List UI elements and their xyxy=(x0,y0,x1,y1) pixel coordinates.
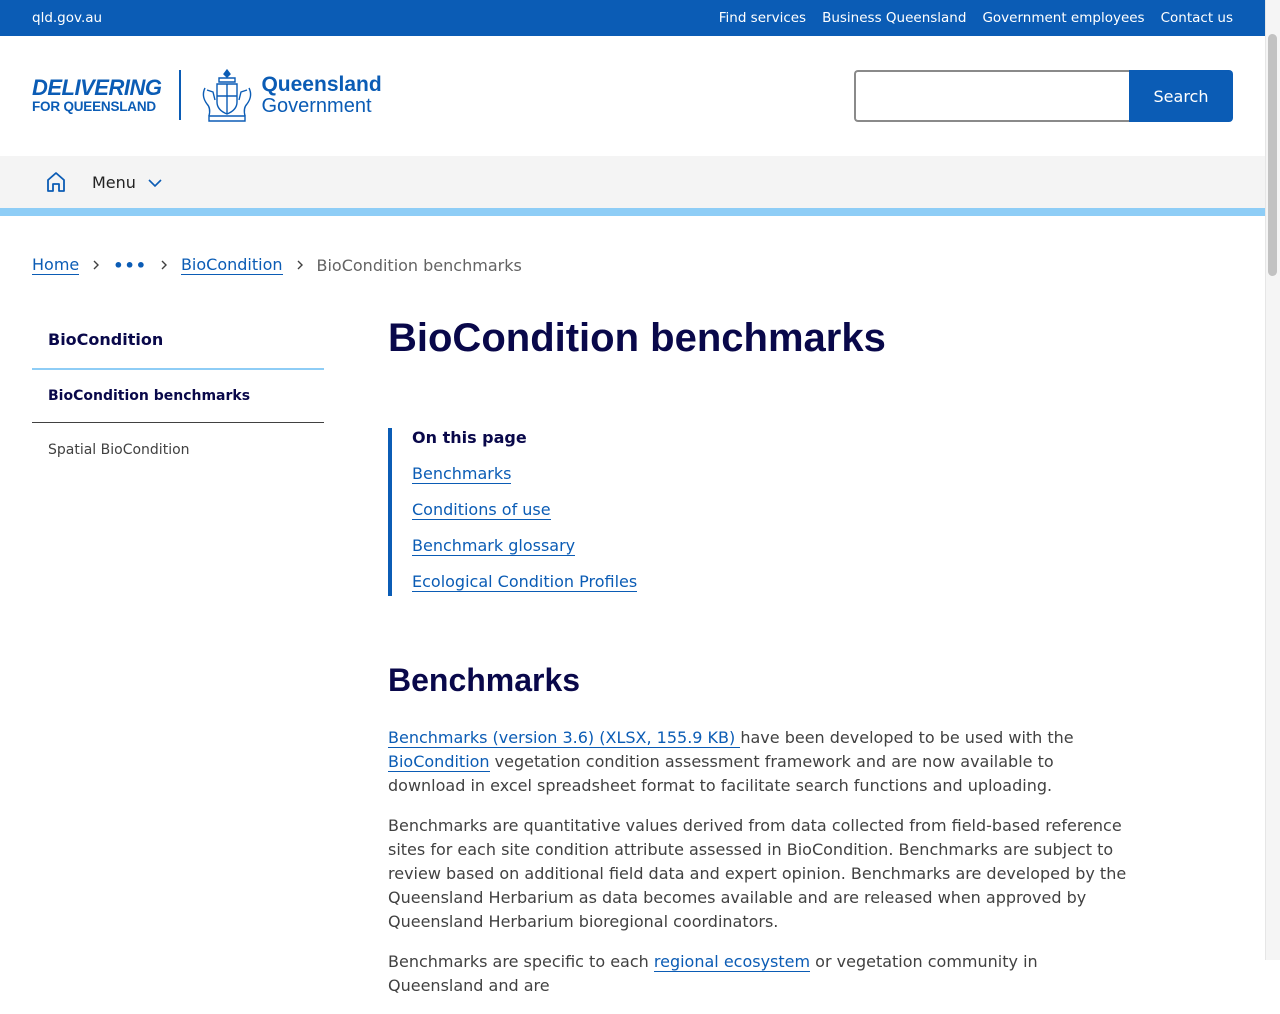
on-page-link-conditions-of-use[interactable]: Conditions of use xyxy=(412,500,551,519)
page-title: BioCondition benchmarks xyxy=(388,316,886,360)
main-nav xyxy=(0,156,1265,208)
body-text xyxy=(388,726,1128,1014)
biocondition-link[interactable]: BioCondition xyxy=(388,752,490,771)
breadcrumb xyxy=(32,255,522,275)
on-page-link-ecological-condition-profiles[interactable]: Ecological Condition Profiles xyxy=(412,572,638,591)
regional-ecosystem-link[interactable]: regional ecosystem xyxy=(653,952,811,971)
utility-bar xyxy=(0,0,1265,36)
menu-button[interactable] xyxy=(92,173,162,192)
paragraph: Benchmarks are quantitative values derived from data collected from field-based reference sites for each site condition attribute assessed in BioCondition. Benchmarks are subject to review based on additional field data and expert opinion. Benchmarks are developed by the Queensland Herbarium as data becomes available and are released when approved by Queensland Herbarium bioregional coordinators. xyxy=(388,816,1127,931)
on-page-link-benchmarks[interactable]: Benchmarks xyxy=(412,464,512,483)
chevron-down-icon xyxy=(148,179,162,187)
paragraph: Benchmarks are specific to each regional ecosystem or vegetation community in Queensland and are xyxy=(388,952,1038,995)
on-this-page-title: On this page xyxy=(412,428,527,447)
government-employees-link[interactable]: Government employees xyxy=(982,10,1145,26)
search-input[interactable] xyxy=(854,70,1129,122)
contact-us-link[interactable]: Contact us xyxy=(1160,10,1233,26)
delivering-logo: DELIVERING FOR QUEENSLAND xyxy=(32,74,162,114)
main-content xyxy=(388,312,1128,995)
breadcrumb-ellipsis[interactable]: ••• xyxy=(113,255,147,275)
home-icon[interactable] xyxy=(45,171,67,193)
nav-accent-bar xyxy=(0,208,1265,216)
breadcrumb-current: BioCondition benchmarks xyxy=(316,255,522,275)
chevron-right-icon xyxy=(295,260,305,270)
brand-logo[interactable] xyxy=(32,66,382,124)
section-heading-benchmarks: Benchmarks xyxy=(388,662,581,698)
section-nav xyxy=(32,312,324,476)
site-link[interactable]: qld.gov.au xyxy=(32,10,103,26)
on-this-page xyxy=(388,428,637,596)
on-page-link-benchmark-glossary[interactable]: Benchmark glossary xyxy=(412,536,576,555)
find-services-link[interactable]: Find services xyxy=(718,10,807,26)
section-nav-item-biocondition-benchmarks[interactable]: BioCondition benchmarks xyxy=(32,370,324,423)
coat-of-arms-icon xyxy=(197,66,257,124)
chevron-right-icon xyxy=(91,260,101,270)
menu-label: Menu xyxy=(92,173,136,192)
benchmarks-download-link[interactable]: Benchmarks (version 3.6) (XLSX, 155.9 KB) xyxy=(388,728,741,747)
search-button[interactable]: Search xyxy=(1129,70,1233,122)
utility-links xyxy=(719,10,1233,26)
chevron-right-icon xyxy=(159,260,169,270)
queensland-government-wordmark: Queensland Government xyxy=(261,73,382,117)
business-queensland-link[interactable]: Business Queensland xyxy=(822,10,967,26)
section-nav-item-spatial-biocondition[interactable]: Spatial BioCondition xyxy=(48,441,190,458)
scrollbar-thumb[interactable] xyxy=(1268,34,1277,276)
section-nav-heading[interactable]: BioCondition xyxy=(32,312,324,370)
site-search xyxy=(854,70,1233,122)
paragraph: Benchmarks (version 3.6) (XLSX, 155.9 KB) have been developed to be used with the BioCondition vegetation condition assessment framework and are now available to download in excel spreadsheet format to facilitate search functions and uploading. xyxy=(388,728,1074,795)
logo-divider xyxy=(179,70,181,120)
breadcrumb-biocondition[interactable]: BioCondition xyxy=(180,255,283,274)
breadcrumb-home[interactable]: Home xyxy=(32,255,80,274)
site-header xyxy=(0,36,1265,156)
